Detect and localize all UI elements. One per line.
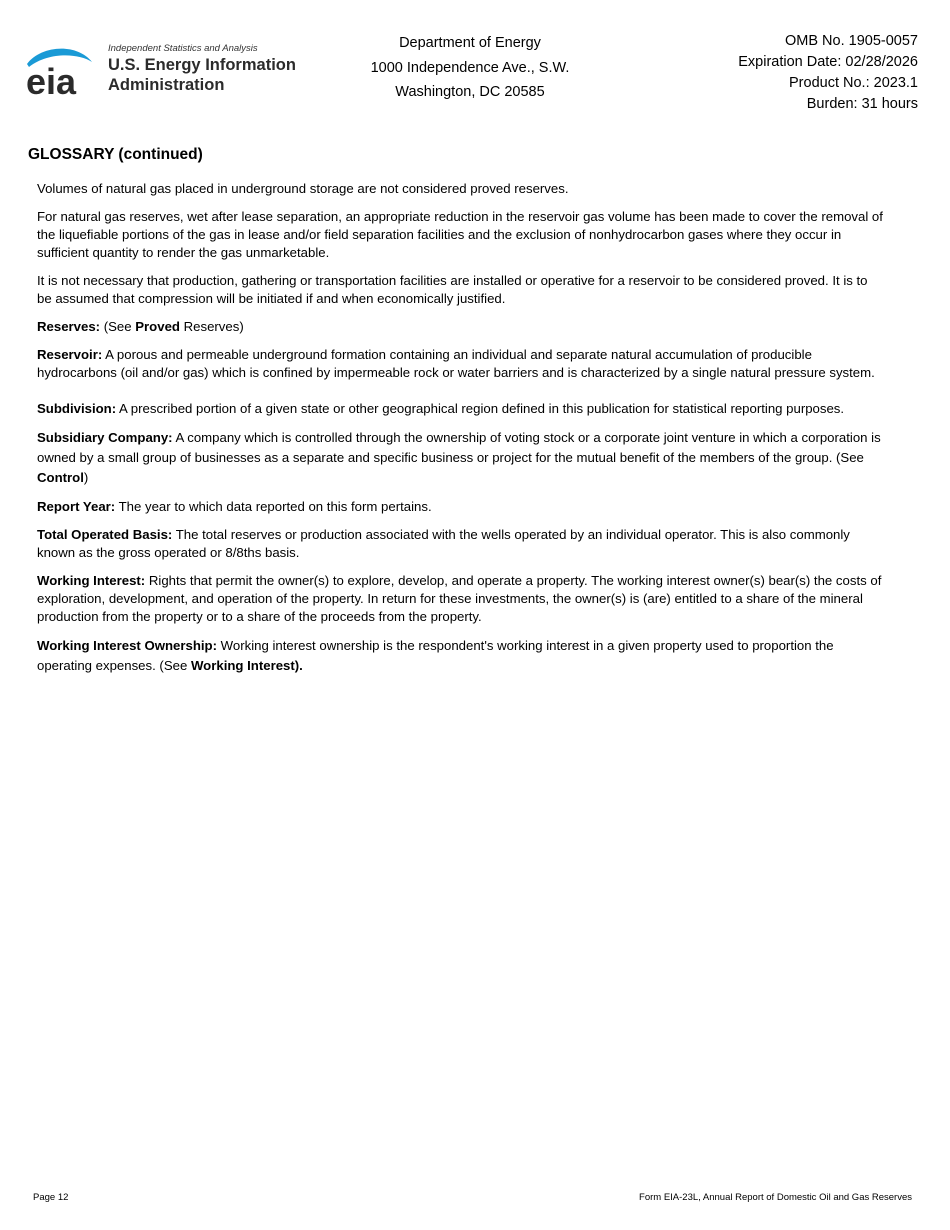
proved-wet-gas-text: For natural gas reserves, wet after lease separation, an appropriate reduction in the reservoir gas volume has been made to cover the removal of the liquefiable portions of the gas in lease and/or field separation facilities and the exclusion of nonhydrocarbon gases where they occur in sufficient quantity to render the gas unmarketable. — [37, 209, 883, 260]
address-line3: Washington, DC 20585 — [395, 84, 545, 100]
term-total-operated: Total Operated Basis: — [37, 527, 173, 542]
address-line2: 1000 Independence Ave., S.W. — [370, 59, 570, 76]
term-subdivision: Subdivision: — [37, 401, 117, 416]
proved-storage-text: Volumes of natural gas placed in underground storage are not considered proved reserves. — [37, 181, 569, 196]
logo-abbrev: eia — [26, 61, 77, 100]
reserves-pre: (See — [100, 319, 136, 334]
working-interest-ownership-ref: Working Interest). — [190, 658, 303, 673]
term-reservoir: Reservoir: — [37, 347, 103, 362]
logo-tagline: Independent Statistics and Analysis — [108, 43, 258, 54]
burden: Burden: 31 hours — [806, 96, 918, 112]
reserves-ref: Proved — [135, 319, 180, 334]
term-working-interest-ownership: Working Interest Ownership: — [37, 638, 218, 653]
glossary-entry-report-year — [37, 498, 885, 516]
page-number: Page 12 — [33, 1192, 69, 1203]
working-interest-definition: Rights that permit the owner(s) to explore, develop, and operate a property. The working interest owner(s) bear(s) the costs of exploration, development, and operation of the property. In return for these investments, the owner(s) is (are) entitled to a share of the mineral production from the property or to a share of the proceeds from the property. — [37, 573, 882, 624]
term-reserves: Reserves: — [37, 319, 101, 334]
total-operated-definition: The total reserves or production associated with the wells operated by an individual operator. This is also commonly known as the gross operated or 8/8ths basis. — [37, 527, 850, 560]
term-subsidiary: Subsidiary Company: — [37, 430, 173, 445]
glossary-content — [37, 180, 885, 686]
term-working-interest: Working Interest: — [37, 573, 146, 588]
logo-name-line1: U.S. Energy Information — [108, 56, 296, 74]
working-interest-ownership-definition: Working interest ownership is the respondent's working interest in a given property used to proportion the operating expenses. (See — [37, 638, 834, 673]
subsidiary-post: ) — [83, 470, 89, 485]
glossary-entry-working-interest-ownership — [37, 636, 885, 676]
eia-logo — [24, 40, 314, 102]
glossary-entry-total-operated — [37, 526, 885, 562]
subdivision-definition: A prescribed portion of a given state or other geographical region defined in this publication for statistical reporting purposes. — [116, 401, 845, 416]
reserves-post: Reserves) — [179, 319, 244, 334]
term-report-year: Report Year: — [37, 499, 116, 514]
omb-info — [658, 31, 918, 115]
glossary-entry-reserves — [37, 318, 885, 336]
eia-logo-icon — [24, 42, 96, 100]
logo-name — [108, 55, 296, 95]
glossary-entry-reservoir — [37, 346, 885, 382]
glossary-entry-subsidiary — [37, 428, 885, 488]
report-year-definition: The year to which data reported on this form pertains. — [115, 499, 432, 514]
glossary-entry-working-interest — [37, 572, 885, 626]
product-number: Product No.: 2023.1 — [789, 75, 918, 91]
subsidiary-definition: A company which is controlled through the ownership of voting stock or a corporate joint venture in which a corporation is owned by a small group of businesses as a separate and specific business or project for the mutual benefit of the members of the group. (See — [37, 430, 881, 465]
address-line1: Department of Energy — [399, 35, 541, 51]
omb-number: OMB No. 1905-0057 — [785, 33, 918, 49]
form-title: Form EIA-23L, Annual Report of Domestic Oil and Gas Reserves — [639, 1192, 912, 1203]
subsidiary-ref: Control — [37, 470, 84, 485]
glossary-entry-subdivision — [37, 400, 885, 418]
proved-facilities-text: It is not necessary that production, gathering or transportation facilities are installed or operative for a reservoir to be considered proved. It is to be assumed that compression will be initiated if and when economically justified. — [37, 273, 868, 306]
department-address — [335, 31, 605, 105]
expiration-date: Expiration Date: 02/28/2026 — [738, 54, 918, 70]
logo-name-line2: Administration — [108, 76, 225, 94]
glossary-heading: GLOSSARY (continued) — [28, 146, 203, 163]
reservoir-definition: A porous and permeable underground formation containing an individual and separate natural accumulation of producible hydrocarbons (oil and/or gas) which is confined by impermeable rock or water barriers and is characterized by a single natural pressure system. — [37, 347, 875, 380]
